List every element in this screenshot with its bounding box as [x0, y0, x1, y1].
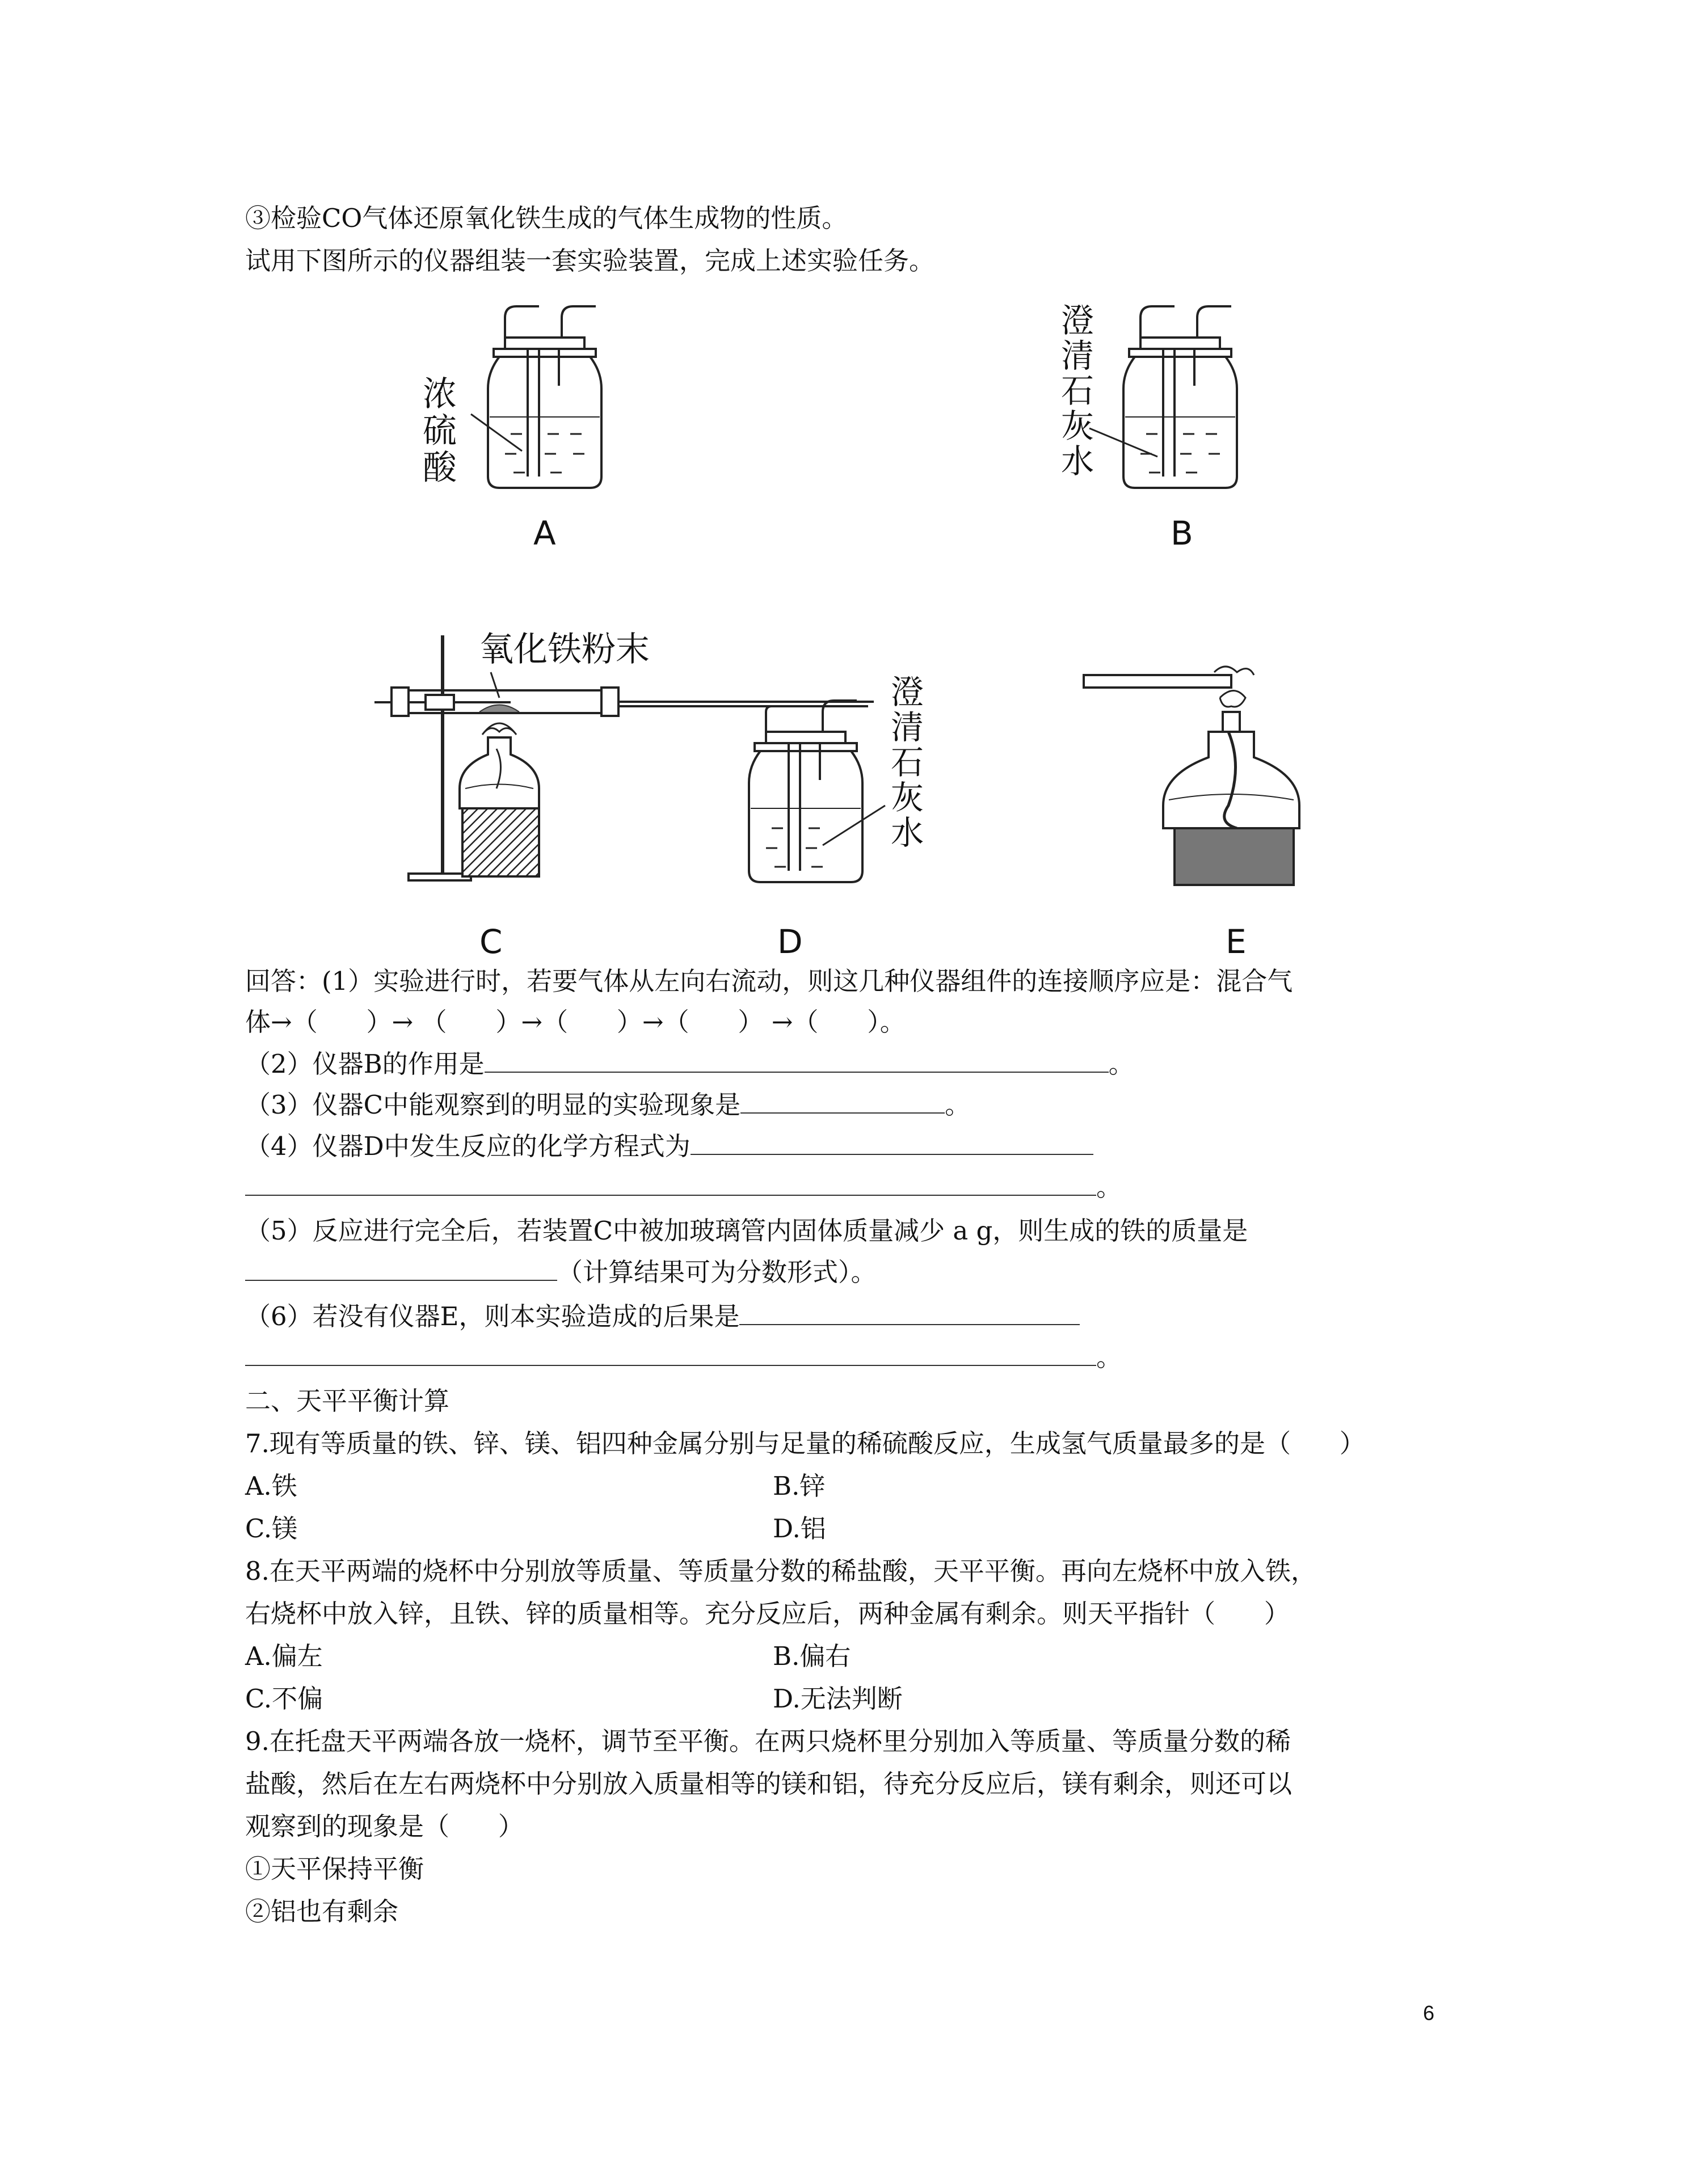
text-line-1: ③检验CO气体还原氧化铁生成的气体生成物的性质。: [245, 203, 848, 233]
bottle-d-liquid-1: 澄: [891, 673, 924, 711]
q5-answer-blank[interactable]: [245, 1255, 557, 1281]
q6-answer-blank-2[interactable]: [245, 1340, 1096, 1366]
bottle-a-liquid-3: 酸: [423, 448, 457, 488]
q4-period: 。: [1096, 1172, 1122, 1202]
q7-option-d[interactable]: D.铝: [773, 1513, 826, 1544]
q9-line-b: 盐酸，然后在左右两烧杯中分别放入质量相等的镁和铝，待充分反应后，镁有剩余，则还可以: [245, 1769, 1293, 1799]
q3-answer-blank[interactable]: [740, 1087, 945, 1114]
q3-line: [245, 1087, 970, 1122]
q2-period: 。: [1108, 1049, 1134, 1079]
bottle-b-liquid-4: 灰: [1061, 407, 1095, 445]
q8-line-b: 右烧杯中放入锌，且铁、锌的质量相等。充分反应后，两种金属有剩余。则天平指针（ ）: [245, 1599, 1290, 1629]
label-e: E: [1226, 922, 1247, 959]
q6-period: 。: [1096, 1342, 1122, 1372]
q8-option-b[interactable]: B.偏右: [773, 1641, 851, 1671]
q1-line-a: 回答：(1）实验进行时，若要气体从左向右流动，则这几种仪器组件的连接顺序应是：混合气: [245, 966, 1293, 996]
q7-option-a[interactable]: A.铁: [245, 1471, 297, 1501]
q2-answer-blank[interactable]: [485, 1047, 1109, 1073]
bottle-d-liquid-3: 石: [891, 743, 924, 782]
q4-line-b: [245, 1170, 1122, 1204]
q2-text: （2）仪器B的作用是: [245, 1049, 485, 1079]
q6-text: （6）若没有仪器E，则本实验造成的后果是: [245, 1301, 740, 1331]
apparatus-figure-bottom: [369, 618, 1311, 959]
label-c: C: [479, 922, 503, 959]
q4-answer-blank-2[interactable]: [245, 1170, 1096, 1196]
bottle-b-liquid-3: 石: [1061, 372, 1095, 410]
bottle-d-liquid-5: 水: [891, 813, 924, 852]
bottle-a-liquid-1: 浓: [423, 374, 457, 414]
bottle-b: [1089, 306, 1237, 488]
label-b: B: [1171, 514, 1193, 553]
q8-option-d[interactable]: D.无法判断: [773, 1684, 903, 1714]
page-number: 6: [1423, 2001, 1435, 2025]
q7-text: 7.现有等质量的铁、锌、镁、铝四种金属分别与足量的稀硫酸反应，生成氢气质量最多的是（ ）: [245, 1428, 1365, 1458]
label-d: D: [777, 922, 803, 959]
q9-statement-1: ①天平保持平衡: [245, 1854, 424, 1884]
ferric-oxide-label: 氧化铁粉末: [479, 630, 650, 669]
q3-period: 。: [945, 1090, 971, 1120]
q8-option-c[interactable]: C.不偏: [245, 1684, 323, 1714]
q2-line: [245, 1047, 1134, 1081]
q6-line: [245, 1299, 1080, 1334]
q9-line-c: 观察到的现象是（ ）: [245, 1811, 524, 1841]
q3-text: （3）仪器C中能观察到的明显的实验现象是: [245, 1090, 741, 1120]
q4-answer-blank-1[interactable]: [691, 1129, 1093, 1155]
q9-line-a: 9.在托盘天平两端各放一烧杯，调节至平衡。在两只烧杯里分别加入等质量、等质量分数的稀: [245, 1726, 1291, 1756]
q6-line-b: [245, 1340, 1122, 1375]
section-heading: 二、天平平衡计算: [245, 1386, 450, 1416]
text-line-2: 试用下图所示的仪器组装一套实验装置，完成上述实验任务。: [245, 246, 935, 276]
q5-line-b: [245, 1255, 877, 1289]
apparatus-figure-top: [420, 292, 1260, 559]
label-a: A: [533, 514, 556, 553]
q8-line-a: 8.在天平两端的烧杯中分别放等质量、等质量分数的稀盐酸，天平平衡。再向左烧杯中放入铁，: [245, 1556, 1316, 1586]
q4-line: [245, 1129, 1093, 1163]
bottle-d: [749, 701, 885, 882]
q1-line-b: 体→（ ）→ （ ）→（ ）→（ ） →（ ）。: [245, 1007, 906, 1037]
bottle-d-liquid-4: 灰: [891, 778, 924, 817]
bottle-d-liquid-2: 清: [891, 708, 924, 747]
bottle-b-liquid-2: 清: [1061, 336, 1095, 375]
q9-statement-2: ②铝也有剩余: [245, 1896, 399, 1926]
q5-note: （计算结果可为分数形式）。: [557, 1257, 877, 1287]
q4-text: （4）仪器D中发生反应的化学方程式为: [245, 1131, 691, 1161]
q7-option-c[interactable]: C.镁: [245, 1513, 298, 1544]
bottle-a-liquid-2: 硫: [423, 411, 457, 451]
bottle-b-liquid-5: 水: [1061, 442, 1095, 480]
q8-option-a[interactable]: A.偏左: [245, 1641, 323, 1671]
burner-e: [1084, 667, 1299, 885]
bottle-b-liquid-1: 澄: [1061, 301, 1095, 340]
bottle-a: [471, 306, 601, 488]
q7-option-b[interactable]: B.锌: [773, 1471, 826, 1501]
q6-answer-blank-1[interactable]: [739, 1299, 1080, 1325]
q5-line-a: （5）反应进行完全后，若装置C中被加玻璃管内固体质量减少 a g，则生成的铁的质量是: [245, 1216, 1248, 1246]
